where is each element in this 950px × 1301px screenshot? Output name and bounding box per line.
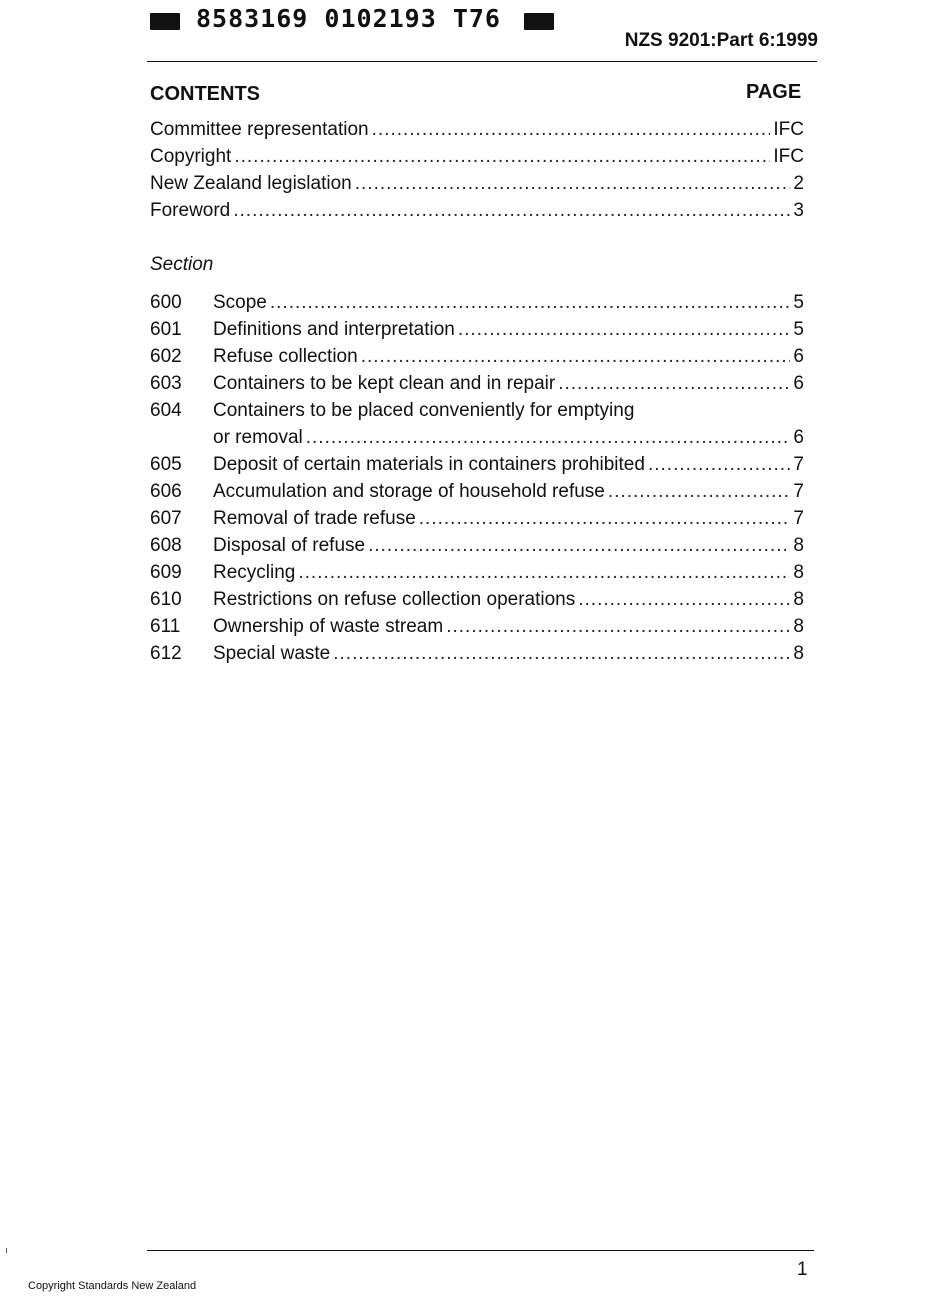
toc-entry-title: Committee representation [150,119,369,140]
barcode-number: 8583169 0102193 T76 [196,4,501,33]
toc-section-entry[interactable] [150,292,804,319]
section-number: 607 [150,508,182,529]
section-number: 600 [150,292,182,313]
section-title: Restrictions on refuse collection operations [213,589,576,610]
dot-leader [298,562,790,584]
section-title-continued: or removal [213,427,303,448]
section-page: 8 [793,535,804,556]
barcode-block-right [524,13,554,30]
section-title: Containers to be placed conveniently for emptying [213,400,635,421]
section-title: Accumulation and storage of household refuse [213,481,605,502]
toc-section-entry[interactable] [150,589,804,616]
section-page: 8 [793,589,804,610]
section-number: 608 [150,535,182,556]
section-title: Definitions and interpretation [213,319,455,340]
section-page: 8 [793,643,804,664]
toc-entry[interactable] [150,146,804,173]
toc-entry-title: Foreword [150,200,231,221]
front-matter-list [150,119,804,227]
toc-section-entry[interactable] [150,562,804,589]
page-number: 1 [797,1259,808,1280]
section-page: 7 [793,454,804,475]
section-page: 7 [793,481,804,502]
footer-rule [147,1250,814,1251]
toc-section-entry[interactable] [150,319,804,346]
dot-leader [333,643,790,665]
toc-section-entry[interactable] [150,373,804,400]
section-page: 6 [793,427,804,448]
dot-leader [233,200,790,222]
toc-entry[interactable] [150,119,804,146]
barcode-block-left [150,13,180,30]
section-title: Scope [213,292,267,313]
section-page: 6 [793,373,804,394]
toc-section-entry[interactable] [150,535,804,562]
page-column-heading: PAGE [746,81,802,103]
toc-entry-page: 3 [793,200,804,221]
section-number: 601 [150,319,182,340]
section-number: 610 [150,589,182,610]
section-page: 8 [793,616,804,637]
section-page: 8 [793,562,804,583]
section-number: 611 [150,616,181,637]
toc-entry-title: Copyright [150,146,232,167]
section-page: 5 [793,319,804,340]
dot-leader [419,508,791,530]
section-title: Deposit of certain materials in containers prohibited [213,454,645,475]
dot-leader [446,616,790,638]
toc-entry[interactable] [150,173,804,200]
document-id: NZS 9201:Part 6:1999 [624,30,818,51]
section-number: 606 [150,481,182,502]
section-number: 612 [150,643,182,664]
section-list [150,292,804,670]
section-title: Ownership of waste stream [213,616,444,637]
dot-leader [361,346,791,368]
toc-section-entry[interactable] [150,481,804,508]
toc-section-entry[interactable] [150,454,804,481]
dot-leader [372,119,771,141]
toc-section-entry[interactable] [150,346,804,373]
toc-section-entry-line2[interactable] [150,427,804,454]
margin-mark [6,1248,7,1253]
section-number: 602 [150,346,182,367]
toc-entry-title: New Zealand legislation [150,173,352,194]
section-title: Disposal of refuse [213,535,366,556]
dot-leader [578,589,790,611]
dot-leader [270,292,791,314]
copyright-notice: Copyright Standards New Zealand [28,1280,197,1292]
contents-heading: CONTENTS [150,83,260,105]
toc-entry-page: 2 [793,173,804,194]
toc-section-entry-line1[interactable] [150,400,804,427]
dot-leader [355,173,791,195]
dot-leader [234,146,770,168]
section-label: Section [150,254,214,275]
section-title: Refuse collection [213,346,358,367]
toc-section-entry[interactable] [150,508,804,535]
dot-leader [368,535,790,557]
dot-leader [458,319,791,341]
section-page: 7 [793,508,804,529]
section-number: 604 [150,400,182,421]
section-title: Removal of trade refuse [213,508,416,529]
section-number: 609 [150,562,182,583]
toc-entry-page: IFC [773,146,804,167]
dot-leader [608,481,791,503]
toc-entry[interactable] [150,200,804,227]
dot-leader [648,454,790,476]
section-title: Special waste [213,643,331,664]
toc-section-entry[interactable] [150,616,804,643]
header-rule [147,61,817,62]
section-page: 6 [793,346,804,367]
section-number: 605 [150,454,182,475]
toc-section-entry[interactable] [150,643,804,670]
section-page: 5 [793,292,804,313]
dot-leader [558,373,790,395]
section-title: Recycling [213,562,296,583]
dot-leader [306,427,791,449]
toc-entry-page: IFC [773,119,804,140]
section-number: 603 [150,373,182,394]
section-title: Containers to be kept clean and in repair [213,373,556,394]
